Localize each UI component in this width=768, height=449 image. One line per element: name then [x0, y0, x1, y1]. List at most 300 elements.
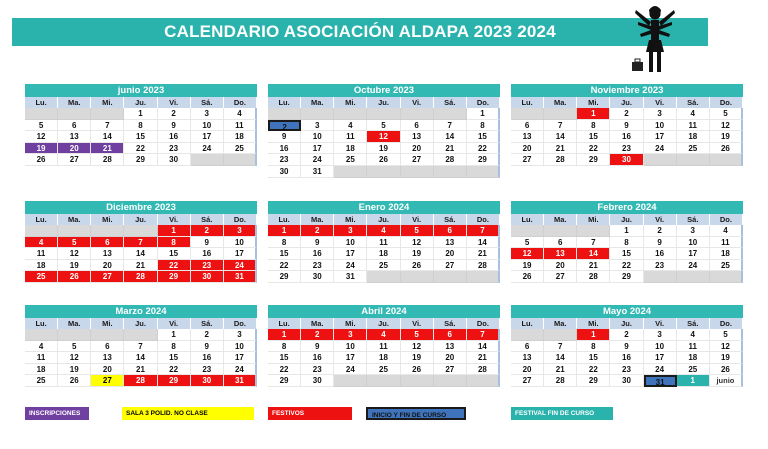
day-cell: 12 — [25, 131, 58, 143]
day-cell: 7 — [467, 329, 500, 341]
empty-day-cell — [401, 375, 434, 387]
day-cell: 26 — [401, 260, 434, 272]
day-cell: 26 — [58, 375, 91, 387]
weekday-header: Sá. — [434, 97, 467, 108]
day-cell: 6 — [434, 225, 467, 237]
weekday-header: Ju. — [367, 214, 400, 225]
weekday-header: Lu. — [268, 318, 301, 329]
empty-day-cell — [58, 108, 91, 120]
day-cell: 7 — [544, 120, 577, 132]
day-cell: 11 — [25, 248, 58, 260]
day-cell: 20 — [511, 364, 544, 376]
weekday-header: Mi. — [334, 214, 367, 225]
day-cell: 31 — [334, 271, 367, 283]
day-cell: 27 — [58, 154, 91, 166]
day-cell: 4 — [367, 329, 400, 341]
empty-day-cell — [544, 108, 577, 120]
weekday-header: Ma. — [544, 97, 577, 108]
empty-day-cell — [25, 108, 58, 120]
day-cell: 25 — [334, 154, 367, 166]
month-title: Febrero 2024 — [511, 201, 743, 214]
day-cell: 28 — [124, 271, 157, 283]
weekday-header: Mi. — [91, 97, 124, 108]
day-cell: 14 — [544, 352, 577, 364]
day-cell: 3 — [644, 108, 677, 120]
day-cell: 6 — [91, 237, 124, 249]
day-cell: 20 — [58, 143, 91, 155]
day-cell: junio — [710, 375, 743, 387]
empty-day-cell — [577, 225, 610, 237]
day-cell: 9 — [644, 237, 677, 249]
weekday-header: Vi. — [644, 318, 677, 329]
day-cell: 22 — [268, 364, 301, 376]
day-cell: 29 — [467, 154, 500, 166]
weekday-header: Lu. — [268, 97, 301, 108]
day-cell: 27 — [401, 154, 434, 166]
day-cell: 20 — [401, 143, 434, 155]
day-cell: 17 — [301, 143, 334, 155]
day-cell: 2 — [644, 225, 677, 237]
day-cell: 10 — [644, 120, 677, 132]
day-cell: 18 — [25, 364, 58, 376]
day-cell: 2 — [191, 329, 224, 341]
weekday-header: Ju. — [610, 214, 643, 225]
day-cell: 18 — [677, 131, 710, 143]
day-cell: 11 — [367, 237, 400, 249]
day-cell: 25 — [367, 260, 400, 272]
dancer-logo — [630, 4, 680, 76]
empty-day-cell — [467, 166, 500, 178]
day-cell: 5 — [710, 329, 743, 341]
day-cell: 13 — [58, 131, 91, 143]
day-cell: 15 — [268, 248, 301, 260]
day-cell: 28 — [467, 260, 500, 272]
day-cell: 23 — [610, 364, 643, 376]
day-cell: 10 — [334, 237, 367, 249]
day-cell: 23 — [301, 364, 334, 376]
day-cell: 13 — [544, 248, 577, 260]
weekday-header: Mi. — [577, 97, 610, 108]
day-cell: 11 — [367, 341, 400, 353]
day-cell: 6 — [401, 120, 434, 132]
weekday-header: Mi. — [334, 318, 367, 329]
day-cell: 16 — [191, 352, 224, 364]
empty-day-cell — [58, 329, 91, 341]
day-cell: 10 — [334, 341, 367, 353]
month-diciembre-2023 — [25, 201, 257, 283]
day-cell: 31 — [224, 271, 257, 283]
day-cell: 22 — [577, 143, 610, 155]
month-title: Noviembre 2023 — [511, 84, 743, 97]
empty-day-cell — [710, 154, 743, 166]
weekday-header: Ma. — [544, 318, 577, 329]
day-cell: 23 — [644, 260, 677, 272]
day-cell: 26 — [58, 271, 91, 283]
day-cell: 26 — [710, 143, 743, 155]
day-cell: 22 — [268, 260, 301, 272]
weekday-header: Sá. — [434, 318, 467, 329]
weekday-header: Do. — [710, 214, 743, 225]
day-cell: 26 — [401, 364, 434, 376]
day-cell: 21 — [544, 364, 577, 376]
day-cell: 17 — [191, 131, 224, 143]
weekday-header: Ju. — [610, 318, 643, 329]
day-cell: 8 — [577, 120, 610, 132]
day-cell: 21 — [434, 143, 467, 155]
weekday-header: Vi. — [401, 214, 434, 225]
day-cell: 17 — [334, 248, 367, 260]
day-cell: 27 — [511, 154, 544, 166]
day-cell: 18 — [710, 248, 743, 260]
day-cell: 7 — [124, 237, 157, 249]
day-cell: 3 — [334, 329, 367, 341]
day-cell: 22 — [158, 364, 191, 376]
empty-day-cell — [511, 225, 544, 237]
day-cell: 12 — [58, 352, 91, 364]
day-cell: 1 — [124, 108, 157, 120]
weekday-header: Ma. — [58, 318, 91, 329]
month-enero-2024 — [268, 201, 500, 283]
day-cell: 30 — [301, 271, 334, 283]
day-cell: 29 — [124, 154, 157, 166]
day-cell: 3 — [191, 108, 224, 120]
day-cell: 10 — [677, 237, 710, 249]
day-cell: 4 — [710, 225, 743, 237]
day-cell: 5 — [58, 237, 91, 249]
day-cell: 3 — [224, 225, 257, 237]
day-cell: 7 — [124, 341, 157, 353]
weekday-header: Vi. — [644, 97, 677, 108]
empty-day-cell — [25, 329, 58, 341]
day-cell: 21 — [91, 143, 124, 155]
day-cell: 20 — [511, 143, 544, 155]
weekday-header: Mi. — [334, 97, 367, 108]
day-cell: 16 — [158, 131, 191, 143]
day-cell: 21 — [124, 364, 157, 376]
empty-day-cell — [58, 225, 91, 237]
legend-sala: SALA 3 POLID. NO CLASE — [122, 407, 254, 420]
legend-inicio-fin: INICIO Y FIN DE CURSO — [366, 407, 466, 420]
day-cell: 18 — [224, 131, 257, 143]
weekday-header: Ma. — [301, 214, 334, 225]
day-cell: 22 — [467, 143, 500, 155]
day-cell: 29 — [268, 375, 301, 387]
weekday-header: Sá. — [191, 214, 224, 225]
day-cell: 15 — [268, 352, 301, 364]
day-cell: 19 — [710, 131, 743, 143]
day-cell: 5 — [401, 329, 434, 341]
weekday-header: Ju. — [124, 214, 157, 225]
weekday-header: Ju. — [124, 318, 157, 329]
day-cell: 19 — [58, 364, 91, 376]
day-cell: 4 — [677, 329, 710, 341]
day-cell: 31 — [224, 375, 257, 387]
day-cell: 24 — [224, 364, 257, 376]
day-cell: 22 — [610, 260, 643, 272]
day-cell: 27 — [91, 375, 124, 387]
day-cell: 20 — [544, 260, 577, 272]
day-cell: 13 — [434, 237, 467, 249]
day-cell: 9 — [301, 341, 334, 353]
day-cell: 5 — [25, 120, 58, 132]
day-cell: 15 — [158, 248, 191, 260]
empty-day-cell — [677, 154, 710, 166]
day-cell: 4 — [367, 225, 400, 237]
weekday-header: Do. — [224, 318, 257, 329]
day-cell: 17 — [224, 248, 257, 260]
weekday-header: Lu. — [511, 97, 544, 108]
day-cell: 2 — [268, 120, 301, 132]
weekday-header: Vi. — [401, 318, 434, 329]
day-cell: 2 — [610, 108, 643, 120]
day-cell: 3 — [644, 329, 677, 341]
weekday-header: Lu. — [511, 214, 544, 225]
empty-day-cell — [511, 329, 544, 341]
day-cell: 24 — [301, 154, 334, 166]
day-cell: 9 — [191, 237, 224, 249]
day-cell: 26 — [710, 364, 743, 376]
day-cell: 12 — [401, 237, 434, 249]
month-title: Enero 2024 — [268, 201, 500, 214]
day-cell: 30 — [268, 166, 301, 178]
month-mayo-2024 — [511, 305, 743, 387]
day-cell: 4 — [334, 120, 367, 132]
day-cell: 21 — [577, 260, 610, 272]
day-cell: 11 — [224, 120, 257, 132]
day-cell: 3 — [224, 329, 257, 341]
month-title: junio 2023 — [25, 84, 257, 97]
day-cell: 8 — [467, 120, 500, 132]
day-cell: 9 — [610, 120, 643, 132]
day-cell: 29 — [577, 154, 610, 166]
day-cell: 27 — [434, 260, 467, 272]
day-cell: 19 — [367, 143, 400, 155]
day-cell: 1 — [268, 225, 301, 237]
month-noviembre-2023 — [511, 84, 743, 166]
day-cell: 13 — [91, 352, 124, 364]
day-cell: 25 — [367, 364, 400, 376]
day-cell: 15 — [577, 131, 610, 143]
weekday-header: Do. — [467, 214, 500, 225]
day-cell: 16 — [301, 352, 334, 364]
day-cell: 28 — [124, 375, 157, 387]
empty-day-cell — [91, 108, 124, 120]
weekday-header: Vi. — [158, 318, 191, 329]
day-cell: 24 — [644, 364, 677, 376]
day-cell: 3 — [677, 225, 710, 237]
month-abril-2024 — [268, 305, 500, 387]
day-cell: 8 — [268, 341, 301, 353]
weekday-header: Vi. — [158, 97, 191, 108]
day-cell: 11 — [334, 131, 367, 143]
day-cell: 22 — [124, 143, 157, 155]
weekday-header: Do. — [710, 318, 743, 329]
day-cell: 14 — [91, 131, 124, 143]
day-cell: 18 — [334, 143, 367, 155]
day-cell: 30 — [610, 154, 643, 166]
day-cell: 23 — [610, 143, 643, 155]
day-cell: 9 — [268, 131, 301, 143]
day-cell: 10 — [191, 120, 224, 132]
day-cell: 13 — [434, 341, 467, 353]
day-cell: 1 — [610, 225, 643, 237]
day-cell: 2 — [158, 108, 191, 120]
empty-day-cell — [91, 329, 124, 341]
empty-day-cell — [401, 108, 434, 120]
day-cell: 13 — [511, 131, 544, 143]
empty-day-cell — [367, 375, 400, 387]
day-cell: 17 — [644, 131, 677, 143]
day-cell: 18 — [367, 352, 400, 364]
day-cell: 6 — [544, 237, 577, 249]
weekday-header: Lu. — [25, 318, 58, 329]
day-cell: 28 — [544, 154, 577, 166]
day-cell: 16 — [610, 131, 643, 143]
day-cell: 21 — [467, 352, 500, 364]
day-cell: 28 — [467, 364, 500, 376]
day-cell: 30 — [158, 154, 191, 166]
day-cell: 19 — [25, 143, 58, 155]
day-cell: 22 — [158, 260, 191, 272]
day-cell: 21 — [544, 143, 577, 155]
weekday-header: Sá. — [677, 97, 710, 108]
weekday-header: Ma. — [544, 214, 577, 225]
legend-festivos: FESTIVOS — [268, 407, 352, 420]
day-cell: 10 — [224, 341, 257, 353]
weekday-header: Vi. — [401, 97, 434, 108]
day-cell: 12 — [58, 248, 91, 260]
day-cell: 21 — [467, 248, 500, 260]
weekday-header: Ju. — [610, 97, 643, 108]
empty-day-cell — [401, 271, 434, 283]
empty-day-cell — [367, 271, 400, 283]
day-cell: 8 — [268, 237, 301, 249]
weekday-header: Do. — [467, 97, 500, 108]
month-title: Abril 2024 — [268, 305, 500, 318]
day-cell: 24 — [677, 260, 710, 272]
day-cell: 7 — [544, 341, 577, 353]
page-title: CALENDARIO ASOCIACIÓN ALDAPA 2023 2024 — [12, 18, 708, 46]
day-cell: 26 — [25, 154, 58, 166]
day-cell: 23 — [268, 154, 301, 166]
day-cell: 16 — [644, 248, 677, 260]
day-cell: 29 — [158, 271, 191, 283]
empty-day-cell — [544, 225, 577, 237]
month-febrero-2024 — [511, 201, 743, 283]
day-cell: 22 — [577, 364, 610, 376]
day-cell: 9 — [610, 341, 643, 353]
day-cell: 19 — [58, 260, 91, 272]
empty-day-cell — [367, 166, 400, 178]
day-cell: 20 — [434, 248, 467, 260]
day-cell: 7 — [91, 120, 124, 132]
day-cell: 8 — [577, 341, 610, 353]
day-cell: 4 — [677, 108, 710, 120]
weekday-header: Ju. — [367, 97, 400, 108]
weekday-header: Mi. — [91, 318, 124, 329]
day-cell: 25 — [677, 143, 710, 155]
day-cell: 24 — [334, 260, 367, 272]
day-cell: 1 — [268, 329, 301, 341]
day-cell: 17 — [677, 248, 710, 260]
weekday-header: Vi. — [644, 214, 677, 225]
empty-day-cell — [644, 154, 677, 166]
weekday-header: Sá. — [677, 318, 710, 329]
empty-day-cell — [124, 225, 157, 237]
day-cell: 6 — [91, 341, 124, 353]
empty-day-cell — [334, 166, 367, 178]
weekday-header: Lu. — [268, 214, 301, 225]
day-cell: 30 — [301, 375, 334, 387]
empty-day-cell — [301, 108, 334, 120]
empty-day-cell — [644, 271, 677, 283]
day-cell: 30 — [610, 375, 643, 387]
empty-day-cell — [268, 108, 301, 120]
day-cell: 11 — [710, 237, 743, 249]
day-cell: 12 — [710, 120, 743, 132]
day-cell: 5 — [710, 108, 743, 120]
day-cell: 17 — [224, 352, 257, 364]
weekday-header: Do. — [224, 214, 257, 225]
day-cell: 20 — [91, 364, 124, 376]
day-cell: 28 — [544, 375, 577, 387]
day-cell: 7 — [434, 120, 467, 132]
empty-day-cell — [191, 154, 224, 166]
weekday-header: Sá. — [677, 214, 710, 225]
empty-day-cell — [511, 108, 544, 120]
day-cell: 10 — [301, 131, 334, 143]
month-title: Marzo 2024 — [25, 305, 257, 318]
day-cell: 1 — [158, 225, 191, 237]
empty-day-cell — [467, 375, 500, 387]
day-cell: 2 — [191, 225, 224, 237]
day-cell: 1 — [677, 375, 710, 387]
day-cell: 28 — [91, 154, 124, 166]
weekday-header: Ma. — [58, 214, 91, 225]
day-cell: 30 — [191, 375, 224, 387]
month-title: Octubre 2023 — [268, 84, 500, 97]
weekday-header: Lu. — [25, 97, 58, 108]
day-cell: 15 — [124, 131, 157, 143]
weekday-header: Do. — [224, 97, 257, 108]
month-marzo-2024 — [25, 305, 257, 387]
day-cell: 6 — [511, 120, 544, 132]
day-cell: 8 — [158, 237, 191, 249]
day-cell: 14 — [434, 131, 467, 143]
day-cell: 25 — [224, 143, 257, 155]
day-cell: 19 — [710, 352, 743, 364]
day-cell: 24 — [224, 260, 257, 272]
day-cell: 9 — [301, 237, 334, 249]
empty-day-cell — [334, 375, 367, 387]
day-cell: 30 — [191, 271, 224, 283]
day-cell: 26 — [367, 154, 400, 166]
empty-day-cell — [224, 154, 257, 166]
day-cell: 17 — [334, 352, 367, 364]
day-cell: 14 — [467, 237, 500, 249]
day-cell: 19 — [511, 260, 544, 272]
day-cell: 27 — [544, 271, 577, 283]
empty-day-cell — [434, 375, 467, 387]
day-cell: 8 — [610, 237, 643, 249]
day-cell: 7 — [577, 237, 610, 249]
day-cell: 19 — [401, 352, 434, 364]
day-cell: 23 — [191, 364, 224, 376]
day-cell: 1 — [577, 108, 610, 120]
day-cell: 4 — [25, 341, 58, 353]
day-cell: 14 — [124, 352, 157, 364]
day-cell: 2 — [610, 329, 643, 341]
